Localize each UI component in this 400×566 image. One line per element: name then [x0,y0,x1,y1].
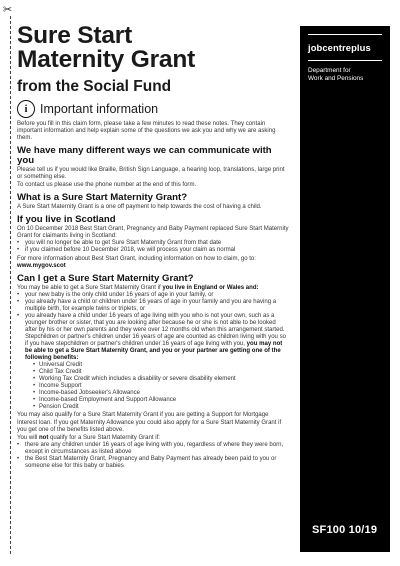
list-item: • you already have a child or children under 16 years of age in your family and you are having a multiple birth, for example twins or triplets, or [17,299,289,313]
list-item: • there are any children under 16 years of age living with you, regardless of where they were born, except in circumstances as listed above [17,442,289,456]
communicate-text-1: Please tell us if you would like Braille, British Sign Language, a hearing loop, translations, large print or something else. [17,167,285,181]
can-i-intro-bold: you live in England or Wales and: [162,284,259,291]
cut-line [10,16,11,554]
scotland-list [17,240,289,254]
page-subtitle: from the Social Fund [17,78,172,95]
title-line-1: Sure Start [17,22,133,49]
sidebar-panel [300,26,390,552]
long-bullet-text: you already have a child under 16 years of age living with you who is not your own, such as a younger brother or sister, that you are looking after because he or she is not able to be looked after by his or her own parents and they were over 12 months old when this arrangement started. Stepchildren or partner's children under 16 years of age are counted as children living with you so if you have stepchildren or partner's children under 16 years of age living with you, [25,312,286,347]
important-heading-text: Important information [40,102,159,116]
benefit-item: • Working Tax Credit which includes a disability or severe disability element [33,376,289,383]
jobcentreplus-logo: jobcentreplus [308,42,371,53]
main-content [17,24,289,470]
benefit-item: • Income Support [33,383,289,390]
list-item: • if you claimed before 10 December 2018, we will process your claim as normal [17,247,289,254]
what-is-text: A Sure Start Maternity Grant is a one off payment to help towards the cost of having a child. [17,204,262,211]
list-item: • you will no longer be able to get Sure Start Maternity Grant from that date [17,240,289,247]
benefits-list [33,362,289,411]
scotland-more-text: For more information about Best Start Grant, including information on how to claim, go to: [17,255,256,262]
communicate-text-2: To contact us please use the phone number at the end of this form. [17,182,197,189]
not-qualify-prefix: You will [17,434,39,441]
benefit-item: • Universal Credit [33,362,289,369]
also-qualify-text: You may also qualify for a Sure Start Maternity Grant if you are getting a Support for Mortgage Interest loan. If you get Maternity Allowance you could also apply for a Sure Start Maternity Grant if you get one of the benefits listed above. [17,412,282,433]
benefit-item: • Income-based Jobseeker's Allowance [33,390,289,397]
form-code: SF100 10/19 [312,524,378,536]
benefit-item: • Child Tax Credit [33,369,289,376]
not-qualify-list [17,442,289,470]
not-qualify-bold: not [38,434,49,441]
can-i-heading: Can I get a Sure Start Maternity Grant? [17,272,194,284]
what-is-heading: What is a Sure Start Maternity Grant? [17,192,188,204]
benefit-item: • Income-based Employment and Support Allowance [33,397,289,404]
long-bullet-bold: you may not be able to get a Sure Start Maternity Grant, and you or your partner are getting one of the following benefits: [25,340,283,362]
list-item: • your new baby is the only child under 16 years of age in your family, or [17,292,289,299]
scissors-icon: ✂ [3,3,13,16]
list-item [17,313,289,412]
page-title [17,24,289,72]
mygov-link[interactable]: www.mygov.scot [17,262,66,269]
title-line-2: Maternity Grant [17,46,196,73]
scotland-text: On 10 December 2018 Best Start Grant, Pregnancy and Baby Payment replaced Sure Start Maternity Grant for claimants living in Scotland: [17,226,289,240]
can-i-intro-text: You may be able to get a Sure Start Maternity Grant if [17,284,163,291]
communicate-heading: We have many different ways we can communicate with you [17,145,272,167]
not-qualify-intro [17,435,289,442]
can-i-intro [17,285,289,292]
list-item: • the Best Start Maternity Grant, Pregnancy and Baby Payment has already been paid to you or someone else for this baby or babies [17,456,289,470]
eligibility-list [17,292,289,412]
important-heading [17,100,289,118]
info-icon: i [17,100,35,118]
department-name [308,67,382,83]
dept-line-2: Work and Pensions [308,75,364,82]
scotland-more [17,256,289,270]
scotland-heading: If you live in Scotland [17,214,116,226]
dept-line-1: Department for [308,67,351,74]
not-qualify-suffix: qualify for a Sure Start Maternity Grant if: [48,434,160,441]
benefit-item: • Pension Credit [33,404,289,411]
logo-box [308,34,382,61]
important-text: Before you fill in this claim form, please take a few minutes to read these notes. They contain important information and help explain some of the questions we ask you and why we are asking them. [17,121,276,142]
